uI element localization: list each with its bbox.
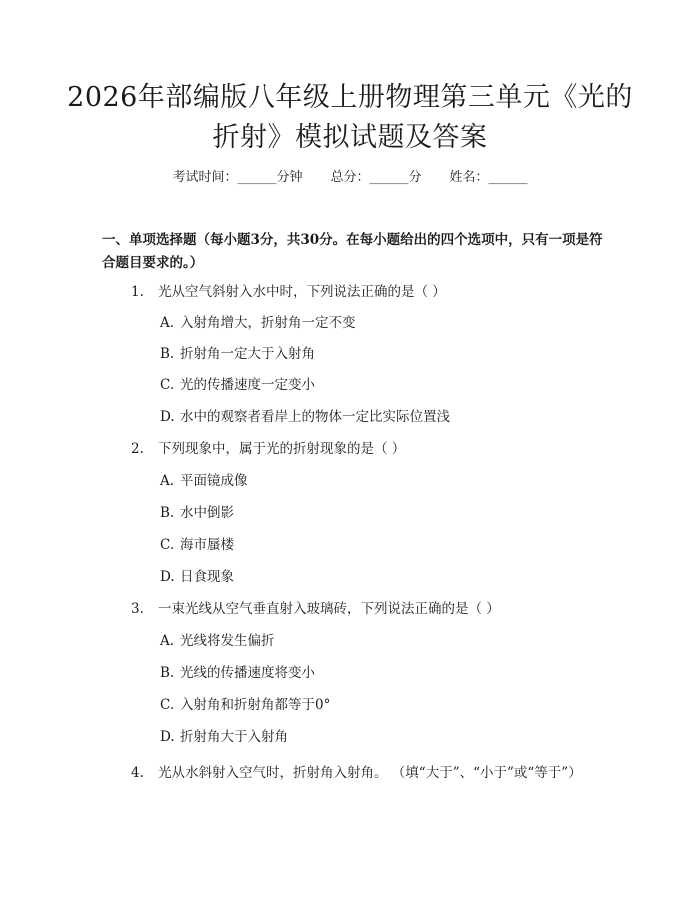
- option-letter: C.: [160, 377, 175, 393]
- option-letter: A.: [160, 315, 175, 331]
- option-2c: [160, 533, 600, 557]
- option-text: 光线将发生偏折: [180, 633, 275, 649]
- option-text: 折射角大于入射角: [180, 729, 288, 745]
- option-text: 光的传播速度一定变小: [180, 377, 315, 393]
- option-text: 平面镜成像: [180, 473, 248, 489]
- time-label: 考试时间：: [172, 170, 238, 185]
- question-1: [131, 280, 611, 304]
- exam-meta: [60, 168, 640, 188]
- option-letter: D.: [160, 569, 175, 585]
- option-3b: [160, 661, 600, 685]
- option-3c: [160, 693, 600, 717]
- page-title: 2026年部编版八年级上册物理第三单元《光的折射》模拟试题及答案: [67, 82, 633, 153]
- question-stem: 光从水斜射入空气时，折射角入射角。 （填“大于”、“小于”或“等于”）: [158, 765, 582, 781]
- option-text: 水中倒影: [180, 505, 234, 521]
- option-letter: A.: [160, 473, 175, 489]
- question-stem: 下列现象中，属于光的折射现象的是（ ）: [158, 441, 406, 457]
- question-4: [102, 760, 607, 786]
- name-label: 姓名：: [449, 170, 489, 185]
- time-blank: ______: [237, 170, 277, 185]
- question-2: [131, 437, 611, 461]
- option-text: 入射角和折射角都等于0°: [180, 697, 331, 713]
- option-1c: [160, 373, 600, 397]
- option-letter: C.: [160, 697, 175, 713]
- option-text: 水中的观察者看岸上的物体一定比实际位置浅: [180, 409, 450, 425]
- option-letter: B.: [160, 665, 175, 681]
- option-2d: [160, 565, 600, 589]
- option-2b: [160, 501, 600, 525]
- option-letter: D.: [160, 729, 175, 745]
- question-number: 3.: [131, 601, 144, 617]
- score-unit: 分: [408, 170, 422, 185]
- option-letter: C.: [160, 537, 175, 553]
- score-blank: ______: [369, 170, 409, 185]
- option-text: 光线的传播速度将变小: [180, 665, 315, 681]
- question-stem: 一束光线从空气垂直射入玻璃砖，下列说法正确的是（ ）: [158, 601, 500, 617]
- option-letter: B.: [160, 346, 175, 362]
- question-number: 4.: [131, 765, 144, 781]
- name-blank: ______: [488, 170, 528, 185]
- option-text: 海市蜃楼: [180, 537, 234, 553]
- option-1b: [160, 342, 600, 366]
- time-unit: 分钟: [276, 170, 303, 185]
- question-stem: 光从空气斜射入水中时，下列说法正确的是（ ）: [158, 284, 446, 300]
- option-1a: [160, 311, 600, 335]
- option-letter: D.: [160, 409, 175, 425]
- question-number: 1.: [131, 284, 144, 300]
- section-heading: 一、单项选择题（每小题3分，共30分。在每小题给出的四个选项中，只有一项是符合题目要求的。）: [102, 232, 603, 271]
- question-number: 2.: [131, 441, 144, 457]
- option-3a: [160, 629, 600, 653]
- option-3d: [160, 725, 600, 749]
- option-text: 日食现象: [180, 569, 234, 585]
- score-label: 总分：: [330, 170, 370, 185]
- question-3: [131, 597, 611, 621]
- option-text: 折射角一定大于入射角: [180, 346, 315, 362]
- option-2a: [160, 469, 600, 493]
- option-letter: B.: [160, 505, 175, 521]
- option-1d: [160, 405, 600, 429]
- option-letter: A.: [160, 633, 175, 649]
- option-text: 入射角增大，折射角一定不变: [180, 315, 356, 331]
